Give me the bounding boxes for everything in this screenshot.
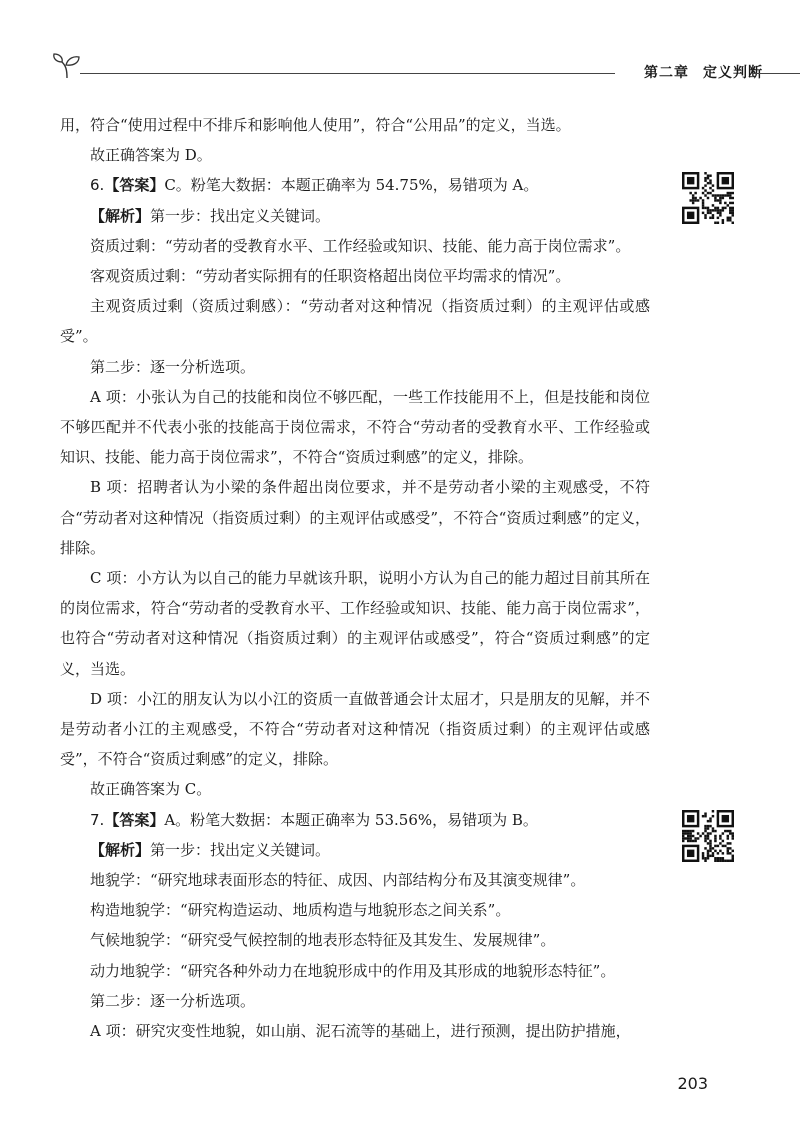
paragraph: 客观资质过剩：“劳动者实际拥有的任职资格超出岗位平均需求的情况”。 xyxy=(90,267,571,286)
paragraph: 构造地貌学：“研究构造运动、地质构造与地貌形态之间关系”。 xyxy=(90,901,511,920)
section-label: 定义判断 xyxy=(703,65,763,81)
header-rule-left xyxy=(80,73,615,74)
option-analysis: A 项：小张认为自己的技能和岗位不够匹配，一些工作技能用不上，但是技能和岗位不够匹配并不代表小张的技能高于岗位需求，不符合“劳动者的受教育水平、工作经验或知识、技能、能力高于岗位需求”，不符合“资质过剩感”的定义，排除。 xyxy=(60,387,650,467)
analysis-line-q6: 【解析】第一步：找出定义关键词。 xyxy=(90,206,331,225)
option-analysis: D 项：小江的朋友认为以小江的资质一直做普通会计太屈才，只是朋友的见解，并不是劳动者小江的主观感受，不符合“劳动者对这种情况（指资质过剩）的主观评估或感受”，不符合“资质过剩感”的定义，排除。 xyxy=(60,689,650,769)
sprout-icon xyxy=(52,52,82,80)
paragraph: 气候地貌学：“研究受气候控制的地表形态特征及其发生、发展规律”。 xyxy=(90,931,556,950)
analysis-line-q7: 【解析】第一步：找出定义关键词。 xyxy=(90,840,331,859)
paragraph: 第二步：逐一分析选项。 xyxy=(90,991,256,1010)
option-analysis: C 项：小方认为以自己的能力早就该升职，说明小方认为自己的能力超过目前其所在的岗位需求，符合“劳动者的受教育水平、工作经验或知识、技能、能力高于岗位需求”，也符合“劳动者对这种情况（指资质过剩）的主观评估或感受”，符合“资质过剩感”的定义，当选。 xyxy=(60,569,650,678)
paragraph: 主观资质过剩（资质过剩感）：“劳动者对这种情况（指资质过剩）的主观评估或感受”。 xyxy=(60,297,650,346)
page-number: 203 xyxy=(677,1074,708,1093)
paragraph: 故正确答案为 C。 xyxy=(90,780,212,799)
running-header xyxy=(52,52,763,86)
paragraph: 第二步：逐一分析选项。 xyxy=(90,357,256,376)
option-analysis: B 项：招聘者认为小梁的条件超出岗位要求，并不是劳动者小梁的主观感受，不符合“劳动者对这种情况（指资质过剩）的主观评估或感受”，不符合“资质过剩感”的定义，排除。 xyxy=(60,478,650,557)
qr-code-icon[interactable] xyxy=(682,172,734,224)
header-title xyxy=(644,62,777,82)
paragraph: 地貌学：“研究地球表面形态的特征、成因、内部结构分布及其演变规律”。 xyxy=(90,871,586,890)
answer-explanation-text xyxy=(60,110,650,1046)
chapter-label: 第二章 xyxy=(644,65,689,81)
header-rule-right xyxy=(752,73,800,74)
paragraph: 资质过剩：“劳动者的受教育水平、工作经验或知识、技能、能力高于岗位需求”。 xyxy=(90,236,631,255)
paragraph: 故正确答案为 D。 xyxy=(90,146,212,165)
qr-code-icon[interactable] xyxy=(682,810,734,862)
option-analysis: A 项：研究灾变性地貌，如山崩、泥石流等的基础上，进行预测，提出防护措施， xyxy=(90,1022,631,1041)
answer-line-q6: 6.【答案】C。粉笔大数据：本题正确率为 54.75%，易错项为 A。 xyxy=(90,176,539,195)
paragraph: 动力地貌学：“研究各种外动力在地貌形成中的作用及其形成的地貌形态特征”。 xyxy=(90,961,616,980)
answer-line-q7: 7.【答案】A。粉笔大数据：本题正确率为 53.56%，易错项为 B。 xyxy=(90,810,538,829)
paragraph: 用，符合“使用过程中不排斥和影响他人使用”，符合“公用品”的定义，当选。 xyxy=(60,116,571,134)
